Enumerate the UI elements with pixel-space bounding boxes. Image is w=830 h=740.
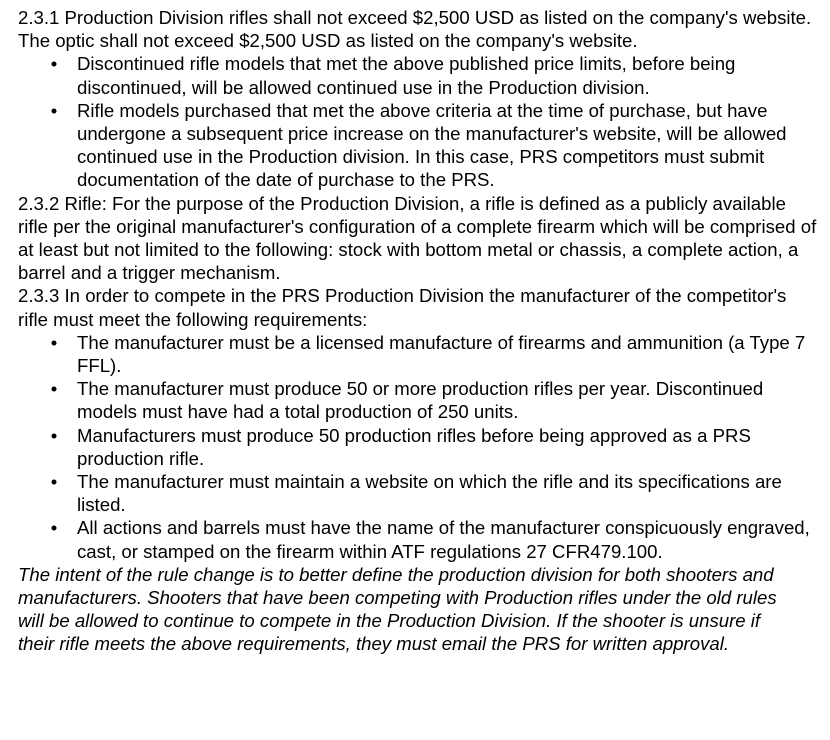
bullet-text: Discontinued rifle models that met the above published price limits, before being discontinued, will be allowed continued use in the Production division. xyxy=(77,53,736,98)
section-2-3-1-text: 2.3.1 Production Division rifles shall not exceed $2,500 USD as listed on the company's website. The optic shall not exceed $2,500 USD as listed on the company's website. xyxy=(18,7,812,52)
bullet-text: Manufacturers must produce 50 production rifles before being approved as a PRS production rifle. xyxy=(77,424,751,469)
bullet-icon: • xyxy=(50,53,58,75)
bullet-icon: • xyxy=(50,517,58,539)
section-2-3-1-bullets xyxy=(18,52,818,191)
bullet-text: The manufacturer must produce 50 or more production rifles per year. Discontinued models must have had a total production of 250 units. xyxy=(77,378,764,423)
bullet-item xyxy=(18,470,818,516)
bullet-item xyxy=(18,99,818,192)
bullet-icon: • xyxy=(50,471,58,493)
section-2-3-3-text: 2.3.3 In order to compete in the PRS Production Division the manufacturer of the competitor's rifle must meet the following requirements: xyxy=(18,285,787,330)
bullet-item xyxy=(18,424,818,470)
bullet-item xyxy=(18,331,818,377)
bullet-icon: • xyxy=(50,331,58,353)
bullet-text: The manufacturer must be a licensed manufacture of firearms and ammunition (a Type 7 FFL). xyxy=(77,331,806,377)
section-2-3-3-bullets xyxy=(18,331,818,563)
bullet-icon: • xyxy=(50,378,58,400)
bullet-text: The manufacturer must maintain a website on which the rifle and its specifications are listed. xyxy=(77,471,782,516)
bullet-icon: • xyxy=(50,99,58,121)
bullet-item xyxy=(18,377,818,423)
bullet-text: All actions and barrels must have the name of the manufacturer conspicuously engraved, cast, or stamped on the firearm within ATF regulations 27 CFR479.100. xyxy=(77,517,810,562)
bullet-item xyxy=(18,52,818,98)
intent-note: The intent of the rule change is to better define the production division for both shooters and manufacturers. Shooters that have been competing with Production rifles under the old rules will be allowed to continue to compete in the Production Division. If the shooter is unsure if their rifle meets the above requirements, they must email the PRS for written approval. xyxy=(18,563,777,655)
bullet-icon: • xyxy=(50,424,58,446)
bullet-text: Rifle models purchased that met the above criteria at the time of purchase, but have undergone a subsequent price increase on the manufacturer's website, will be allowed continued use in the Production division. In this case, PRS competitors must submit documentation of the date of purchase to the PRS. xyxy=(77,99,787,191)
section-2-3-2-text: 2.3.2 Rifle: For the purpose of the Production Division, a rifle is defined as a publicly available rifle per the original manufacturer's configuration of a complete firearm which will be comprised of at least but not limited to the following: stock with bottom metal or chassis, a complete action, a barrel and a trigger mechanism. xyxy=(18,192,817,284)
bullet-item xyxy=(18,516,818,562)
